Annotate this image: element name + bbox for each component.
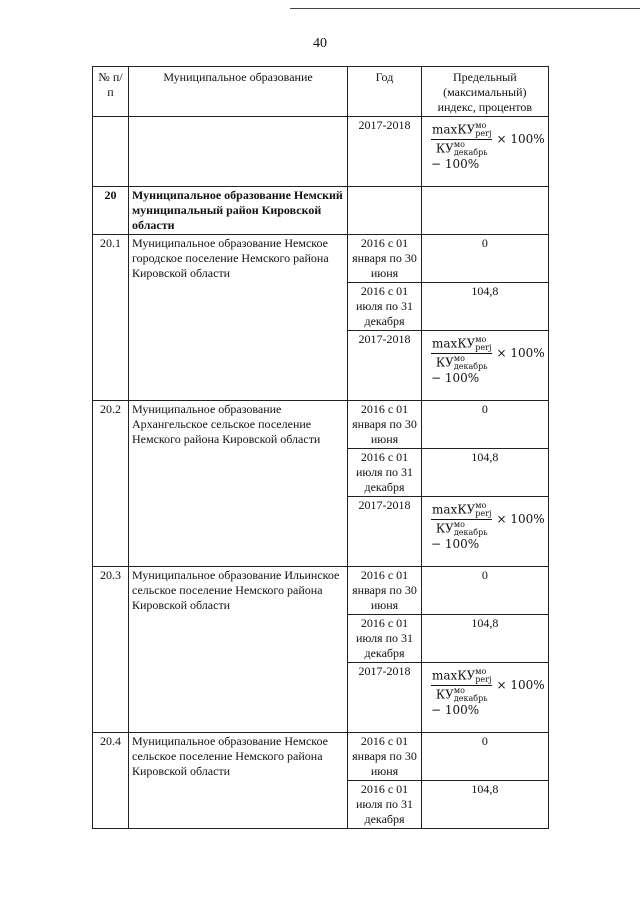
formula-numerator: maxКУ мо perj bbox=[432, 667, 492, 684]
index-formula bbox=[425, 118, 545, 157]
formula-fraction bbox=[431, 336, 492, 371]
table-row bbox=[93, 117, 549, 187]
formula-minus: − 100% bbox=[431, 703, 480, 717]
value-cell: 0 bbox=[422, 401, 549, 449]
header-num: № п/п bbox=[93, 67, 129, 117]
formula-minus: − 100% bbox=[431, 537, 480, 551]
formula-denominator: КУ мо декабрь bbox=[435, 354, 488, 371]
value-cell: 0 bbox=[422, 235, 549, 283]
formula-cell bbox=[422, 117, 549, 187]
value-cell: 104,8 bbox=[422, 449, 549, 497]
formula-denominator: КУ мо декабрь bbox=[435, 520, 488, 537]
year-cell: 2017-2018 bbox=[348, 663, 422, 733]
year-cell: 2016 с 01 июля по 31 декабря bbox=[348, 781, 422, 829]
value-cell: 0 bbox=[422, 567, 549, 615]
year-cell: 2016 с 01 июля по 31 декабря bbox=[348, 283, 422, 331]
index-formula bbox=[425, 498, 545, 537]
formula-numerator: maxКУ мо perj bbox=[432, 335, 492, 352]
group-name: Муниципальное образование Немский муниципальный район Кировской области bbox=[129, 187, 348, 235]
table-row bbox=[93, 401, 549, 449]
formula-multiplier: × 100% bbox=[496, 132, 545, 146]
group-num: 20 bbox=[93, 187, 129, 235]
year-cell: 2016 с 01 января по 30 июня bbox=[348, 235, 422, 283]
formula-fraction bbox=[431, 502, 492, 537]
formula-multiplier: × 100% bbox=[496, 678, 545, 692]
header-year: Год bbox=[348, 67, 422, 117]
value-cell bbox=[422, 187, 549, 235]
formula-multiplier: × 100% bbox=[496, 512, 545, 526]
year-cell: 2016 с 01 июля по 31 декабря bbox=[348, 615, 422, 663]
formula-minus: − 100% bbox=[431, 157, 480, 171]
year-cell: 2017-2018 bbox=[348, 117, 422, 187]
formula-multiplier: × 100% bbox=[496, 346, 545, 360]
entry-num: 20.1 bbox=[93, 235, 129, 401]
page-number: 40 bbox=[313, 36, 327, 51]
value-cell: 104,8 bbox=[422, 283, 549, 331]
formula-denominator: КУ мо декабрь bbox=[435, 140, 488, 157]
formula-fraction bbox=[431, 668, 492, 703]
name-cell bbox=[129, 117, 348, 187]
index-formula bbox=[425, 332, 545, 371]
formula-minus: − 100% bbox=[431, 371, 480, 385]
year-cell: 2016 с 01 января по 30 июня bbox=[348, 733, 422, 781]
formula-cell bbox=[422, 331, 549, 401]
year-cell bbox=[348, 187, 422, 235]
formula-denominator: КУ мо декабрь bbox=[435, 686, 488, 703]
tariff-index-table bbox=[92, 66, 549, 829]
formula-numerator: maxКУ мо perj bbox=[432, 121, 492, 138]
formula-fraction bbox=[431, 122, 492, 157]
num-cell bbox=[93, 117, 129, 187]
value-cell: 104,8 bbox=[422, 781, 549, 829]
year-cell: 2016 с 01 января по 30 июня bbox=[348, 401, 422, 449]
formula-cell bbox=[422, 497, 549, 567]
entry-name: Муниципальное образование Немское городское поселение Немского района Кировской области bbox=[129, 235, 348, 401]
entry-num: 20.3 bbox=[93, 567, 129, 733]
entry-name: Муниципальное образование Архангельское сельское поселение Немского района Кировской области bbox=[129, 401, 348, 567]
value-cell: 104,8 bbox=[422, 615, 549, 663]
year-cell: 2017-2018 bbox=[348, 497, 422, 567]
table-row bbox=[93, 235, 549, 283]
table-row bbox=[93, 733, 549, 781]
entry-name: Муниципальное образование Немское сельское поселение Немского района Кировской области bbox=[129, 733, 348, 829]
year-cell: 2016 с 01 января по 30 июня bbox=[348, 567, 422, 615]
year-cell: 2017-2018 bbox=[348, 331, 422, 401]
value-cell: 0 bbox=[422, 733, 549, 781]
entry-num: 20.4 bbox=[93, 733, 129, 829]
year-cell: 2016 с 01 июля по 31 декабря bbox=[348, 449, 422, 497]
table-header-row bbox=[93, 67, 549, 117]
formula-cell bbox=[422, 663, 549, 733]
header-index: Предельный (максимальный) индекс, процентов bbox=[422, 67, 549, 117]
formula-numerator: maxКУ мо perj bbox=[432, 501, 492, 518]
header-rule bbox=[290, 8, 640, 9]
entry-name: Муниципальное образование Ильинское сельское поселение Немского района Кировской области bbox=[129, 567, 348, 733]
table-row bbox=[93, 567, 549, 615]
index-formula bbox=[425, 664, 545, 703]
group-row bbox=[93, 187, 549, 235]
header-municipality: Муниципальное образование bbox=[129, 67, 348, 117]
entry-num: 20.2 bbox=[93, 401, 129, 567]
